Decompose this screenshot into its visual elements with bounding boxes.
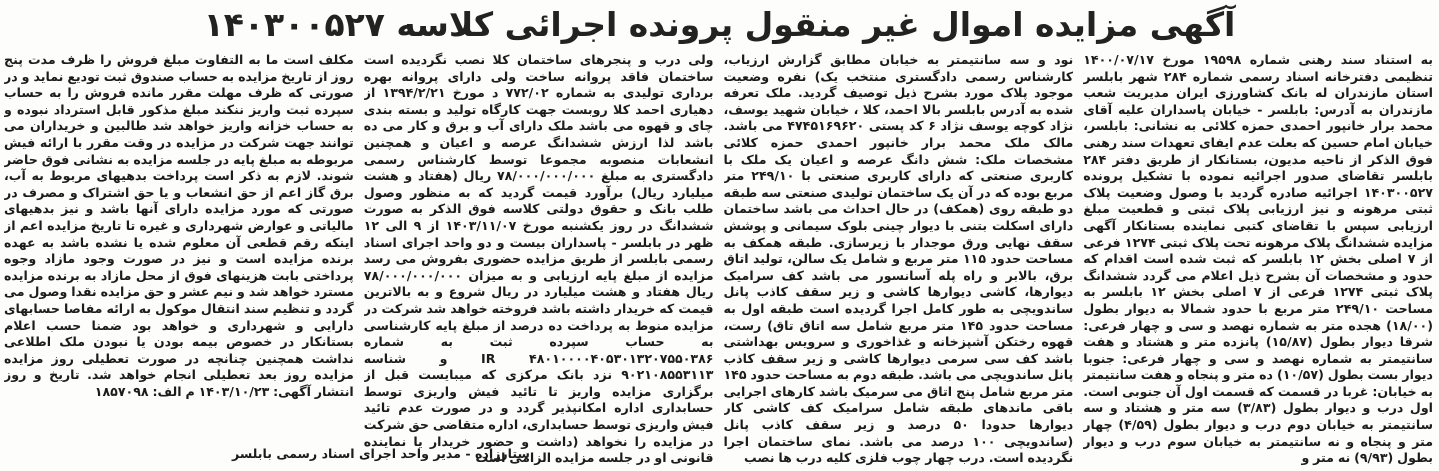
- signature-line: ستارزاده - مدیر واحد اجرای اسناد رسمی بابلسر: [232, 446, 530, 461]
- notice-body: [4, 52, 1433, 469]
- notice-title: آگهی مزایده اموال غیر منقول پرونده اجرائی کلاسه ۱۴۰۳۰۰۵۲۷: [203, 5, 1236, 44]
- column-1-text: به استناد سند رهنی شماره ۱۹۵۹۸ مورخ ۱۴۰۰/۰۷/۱۷ تنظیمی دفترخانه اسناد رسمی شماره ۲۸۴ شهر بابلسر استان مازندران له بانک کشاورزی ایران مدیریت شعب مازندران به آدرس: بابلسر - خیابان پاسداران علیه آقای محمد برار خانپور احمدی حمزه کلائی به نشانی: بابلسر، خیابان امام حسین که بعلت عدم ایفای تعهدات سند رهنی فوق الذکر از ناحیه مدیون، بستانکار از طریق دفتر ۲۸۴ بابلسر تقاضای صدور اجرائیه نموده با تشکیل پرونده ۱۴۰۳۰۰۵۲۷ اجرائیه صادره گردید با وصول وضعیت پلاک ثبتی مرهونه و نیز ارزیابی پلاک ثبتی و قطعیت مبلغ ارزیابی سپس با تقاضای کتبی نماینده بستانکار آگهی مزایده ششدانگ پلاک مرهونه تحت پلاک ثبتی ۱۲۷۴ فرعی از ۷ اصلی بخش ۱۲ بابلسر که ثبت شده است اقدام که حدود و مشخصات آن بشرح ذیل اعلام می گردد ششدانگ پلاک ثبتی ۱۲۷۴ فرعی از ۷ اصلی بخش ۱۲ بابلسر به مساحت ۲۴۹/۱۰ متر مربع با حدود شمالا به دیوار بطول (۱۸/۰۰) هجده متر به شماره نهصد و سی و چهار فرعی: شرقا دیوار بطول (۱۵/۸۷) پانزده متر و هشتاد و هفت سانتیمتر به شماره نهصد و سی و چهار فرعی: جنوبا دیوار بست بطول (۱۰/۵۷) ده متر و پنجاه و هفت سانتیمتر به خیابان: غربا در قسمت که قسمت اول آن جنوبی است. اول درب و دیوار بطول (۳/۸۳) سه متر و هشتاد و سه سانتیمتر به خیابان دوم درب و دیوار بطول (۴/۵۹) چهار متر و پنجاه و نه سانتیمتر به خیابان سوم درب و دیوار بطول (۹/۹۳) نه متر و: [1083, 52, 1433, 466]
- column-4: [4, 52, 354, 469]
- column-2-text: نود و سه سانتیمتر به خیابان مطابق گزارش ارزیاب، کارشناس رسمی دادگستری منتخب یک) نفره وضعیت موجود پلاک مورد بشرح ذیل توصیف گردید. ملک تعرفه شده به آدرس بابلسر بالا احمد، کلا ، خیابان شهید یوسف، نژاد کوچه یوسف نژاد ۶ کد پستی ۴۷۴۵۱۶۹۶۲۰ می باشد. مالک ملک محمد برار خانپور احمدی حمزه کلائی مشخصات ملک: شش دانگ عرصه و اعیان یک ملک با کاربری صنعتی که دارای کاربری صنعتی با ۲۴۹/۱۰ متر مربع بوده که در آن یک ساختمان تولیدی صنعتی سه طبقه دو طبقه روی (همکف) در حال احداث می باشد ساختمان دارای اسکلت بتنی با دیوار چینی بلوک سیمانی و پوشش سقف نهایی ورق موجدار با زیرسازی. طبقه همکف به مساحت حدود ۱۱۵ متر مربع و شامل یک سالن، تولید اتاق برق، بالابر و راه پله آسانسور می باشد کف سرامیک دیوارها، کاشی دیوارها کاشی و زیر سقف کاذب پانل ساندویچی به طور کامل اجرا گردیده است طبقه اول به مساحت حدود ۱۴۵ متر مربع شامل سه اتاق تاق) رست، قهوه رختکن آشپزخانه و غذاخوری و سرویس بهداشتی باشد کف سی سرمی دیوارها کاشی و زیر سقف کاذب پانل ساندویچی می باشد. طبقه دوم به مساحت حدود ۱۴۵ متر مربع شامل پنج اتاق می سرمیک باشد کارهای اجرایی باقی ماندهای طبقه شامل سرامیک کف کاشی کار دیوارها حدودا ۵۰ درصد و زیر سقف کاذب پانل (ساندویچی ۱۰۰ درصد می باشد. نمای ساختمان اجرا نگردیده است. درب چهار چوب فلزی کلیه درب ها نصب: [723, 52, 1074, 466]
- column-4-text: مکلف است ما به التفاوت مبلغ فروش را ظرف مدت پنج روز از تاریخ مزایده به حساب صندوق ثبت تودیع نماید و در صورتی که ظرف مهلت مقرر مانده فروش را به حساب سپرده ثبت واریز ننکند مبلغ مذکور قابل استرداد نبوده و به حساب خزانه واریز خواهد شد طالبین و خریداران می توانند جهت شرکت در مزایده در وقت مقرر با ارائه فیش مربوطه به مبلغ پایه در جلسه مزایده به نشانی فوق حاضر شوند. لازم به ذکر است پرداخت بدهیهای مربوط به آب، برق گاز اعم از حق انشعاب و یا حق اشتراک و مصرف در صورتی که مورد مزایده دارای آنها باشد و نیز بدهیهای مالیاتی و عوارض شهرداری و غیره تا تاریخ مزایده اعم از اینکه رقم قطعی آن معلوم شده یا نشده باشد به عهده برنده مزایده است و نیز در صورت وجود مازاد وجوه پرداختی بابت هزینهای فوق از محل مازاد به برنده مزایده مسترد خواهد شد و نیم عشر و حق مزایده نقدا وصول می گردد و تنظیم سند انتقال موکول به ارائه مفاصا حسابهای دارایی و شهرداری و خواهد بود ضمنا حسب اعلام بستانکار در خصوص بیمه بودن یا نبودن ملک اطلاعی نداشت همچنین چنانچه در صورت تعطیلی روز مزایده مزایده روز بعد تعطیلی انجام خواهد شد. تاریخ و روز انتشار آگهی: ۱۴۰۳/۱۰/۲۳ م الف: ۱۸۵۷۰۹۸: [4, 52, 354, 399]
- column-3: [364, 52, 714, 469]
- column-2: [724, 52, 1074, 469]
- column-1: [1083, 52, 1433, 469]
- column-3-text: ولی درب و پنجرهای ساختمان کلا نصب نگردیده است ساختمان فاقد پروانه ساخت ولی دارای پروانه بهره برداری تولیدی به شماره ۷۷۲/۰۲ د مورخ ۱۳۹۴/۲/۲۱ از دهیاری احمد کلا روبست جهت کارگاه تولید و بسته بندی چای و قهوه می باشد ملک دارای آب و برق و کار می ده باشد لذا ارزش ششدانگ عرصه و اعیان و همچنین انشعابات منصوبه مجموعا توسط کارشناس رسمی دادگستری به مبلغ ۷۸/۰۰۰/۰۰۰/۰۰۰ ریال (هفتاد و هشت میلیارد ریال) برآورد قیمت گردید که به منظور وصول طلب بانک و حقوق دولتی کلاسه فوق الذکر به صورت ششدانگ در روز یکشنبه مورخ ۱۴۰۳/۱۱/۰۷ از ۹ الی ۱۲ ظهر در بابلسر - پاسداران بیست و دو واحد اجرای اسناد رسمی بابلسر از طریق مزایده حضوری بفروش می رسد مزایده از مبلغ پایه ارزیابی و به میزان ۷۸/۰۰۰/۰۰۰/۰۰۰ ریال هفتاد و هشت میلیارد در ریال شروع و به بالاترین قیمت که خریدار داشته باشد فروخته خواهد شد شرکت در مزایده منوط به پرداخت ده درصد از مبلغ پایه کارشناسی به حساب سپرده ثبت به شماره ۴۸۰۱۰۰۰۰۴۰۵۳۰۱۳۲۰۷۵۵۰۳۸۶ IR و شناسه ۹۰۲۱۰۸۵۵۳۱۱۳ نزد بانک مرکزی که میبایست قبل از برگزاری مزایده واریز تا تائید فیش واریزی توسط حسابداری اداره امکانپذیر گردد و در صورت عدم تائید فیش واریزی توسط حسابداری، اداره متقاضی حق شرکت در مزایده را نخواهد (داشت و حضور خریدار یا نماینده قانونی او در جلسه مزایده الزامی است: [363, 52, 714, 466]
